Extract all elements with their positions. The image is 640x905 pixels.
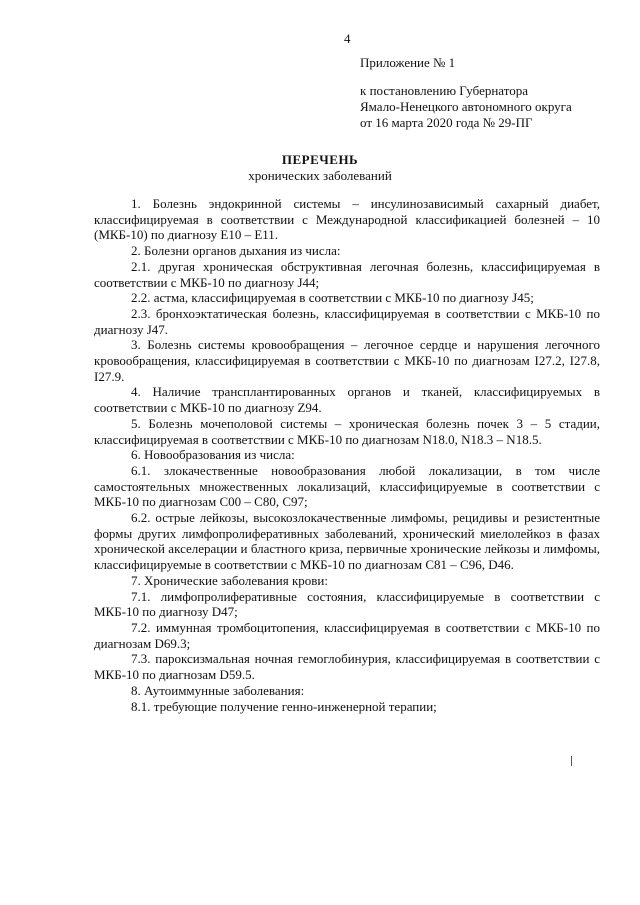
page-number: 4 (344, 31, 351, 46)
paragraph-item-6: 6. Новообразования из числа: (131, 447, 295, 463)
paragraph-item-8-1: 8.1. требующие получение генно-инженерной терапии; (131, 698, 437, 714)
paragraph-item-2-2: 2.2. астма, классифицируемая в соответствии с МКБ-10 по диагнозу J45; (131, 290, 534, 306)
paragraph-item-7-3: 7.3. пароксизмальная ночная гемоглобинурия, классифицируемая в соответствии с МКБ-10 по диагнозам D59.5. (94, 651, 600, 683)
paragraph-item-7-2: 7.2. иммунная тромбоцитопения, классифицируемая в соответствии с МКБ-10 по диагнозам D69.3; (94, 619, 600, 651)
paragraph-item-7: 7. Хронические заболевания крови: (131, 572, 329, 588)
document-body (94, 196, 600, 714)
paragraph-item-6-2: 6.2. острые лейкозы, высокозлокачественные лимфомы, рецидивы и резистентные формы других лимфопролиферативных заболеваний, хронический миелолейкоз в фазах хронической акселерации и бластного криза, первичные хронические лейкозы и лимфомы, классифицируемые в соответствии с МКБ-10 по диагнозам C81 – C96, D46. (94, 510, 600, 573)
paragraph-item-1: 1. Болезнь эндокринной системы – инсулинозависимый сахарный диабет, классифицируемая в соответствии с Международной классификацией болезней – 10 (МКБ-10) по диагнозу E10 – E11. (94, 196, 600, 243)
appendix-label: Приложение № 1 (360, 55, 456, 70)
appendix-ref-line: Ямало-Ненецкого автономного округа (360, 99, 572, 114)
appendix-ref-line: к постановлению Губернатора (360, 83, 529, 98)
paragraph-item-3: 3. Болезнь системы кровообращения – легочное сердце и нарушения легочного кровообращения, классифицируемая в соответствии с МКБ-10 по диагнозам I27.2, I27.8, I27.9. (94, 337, 600, 384)
appendix-ref-line: от 16 марта 2020 года № 29-ПГ (360, 115, 533, 130)
paragraph-item-2: 2. Болезни органов дыхания из числа: (131, 243, 341, 259)
scan-margin-mark (571, 756, 572, 766)
paragraph-item-6-1: 6.1. злокачественные новообразования любой локализации, в том числе самостоятельных множественных локализаций, классифицируемые в соответствии с МКБ-10 по диагнозам C00 – C80, C97; (94, 462, 600, 510)
appendix-reference (360, 83, 620, 131)
paragraph-item-4: 4. Наличие трансплантированных органов и тканей, классифицируемых в соответствии с МКБ-10 по диагнозу Z94. (94, 384, 600, 416)
document-subtitle: хронических заболеваний (248, 168, 392, 183)
paragraph-item-2-1: 2.1. другая хроническая обструктивная легочная болезнь, классифицируемая в соответствии с МКБ-10 по диагнозу J44; (94, 258, 600, 290)
paragraph-item-2-3: 2.3. бронхоэктатическая болезнь, классифицируемая в соответствии с МКБ-10 по диагнозу J47. (94, 305, 600, 337)
paragraph-item-7-1: 7.1. лимфопролиферативные состояния, классифицируемые в соответствии с МКБ-10 по диагнозу D47; (94, 588, 600, 620)
paragraph-item-8: 8. Аутоиммунные заболевания: (131, 682, 305, 698)
paragraph-item-5: 5. Болезнь мочеполовой системы – хроническая болезнь почек 3 – 5 стадии, классифицируемая в соответствии с МКБ-10 по диагнозам N18.0, N18.3 – N18.5. (94, 415, 600, 447)
document-title: ПЕРЕЧЕНЬ (281, 152, 359, 167)
